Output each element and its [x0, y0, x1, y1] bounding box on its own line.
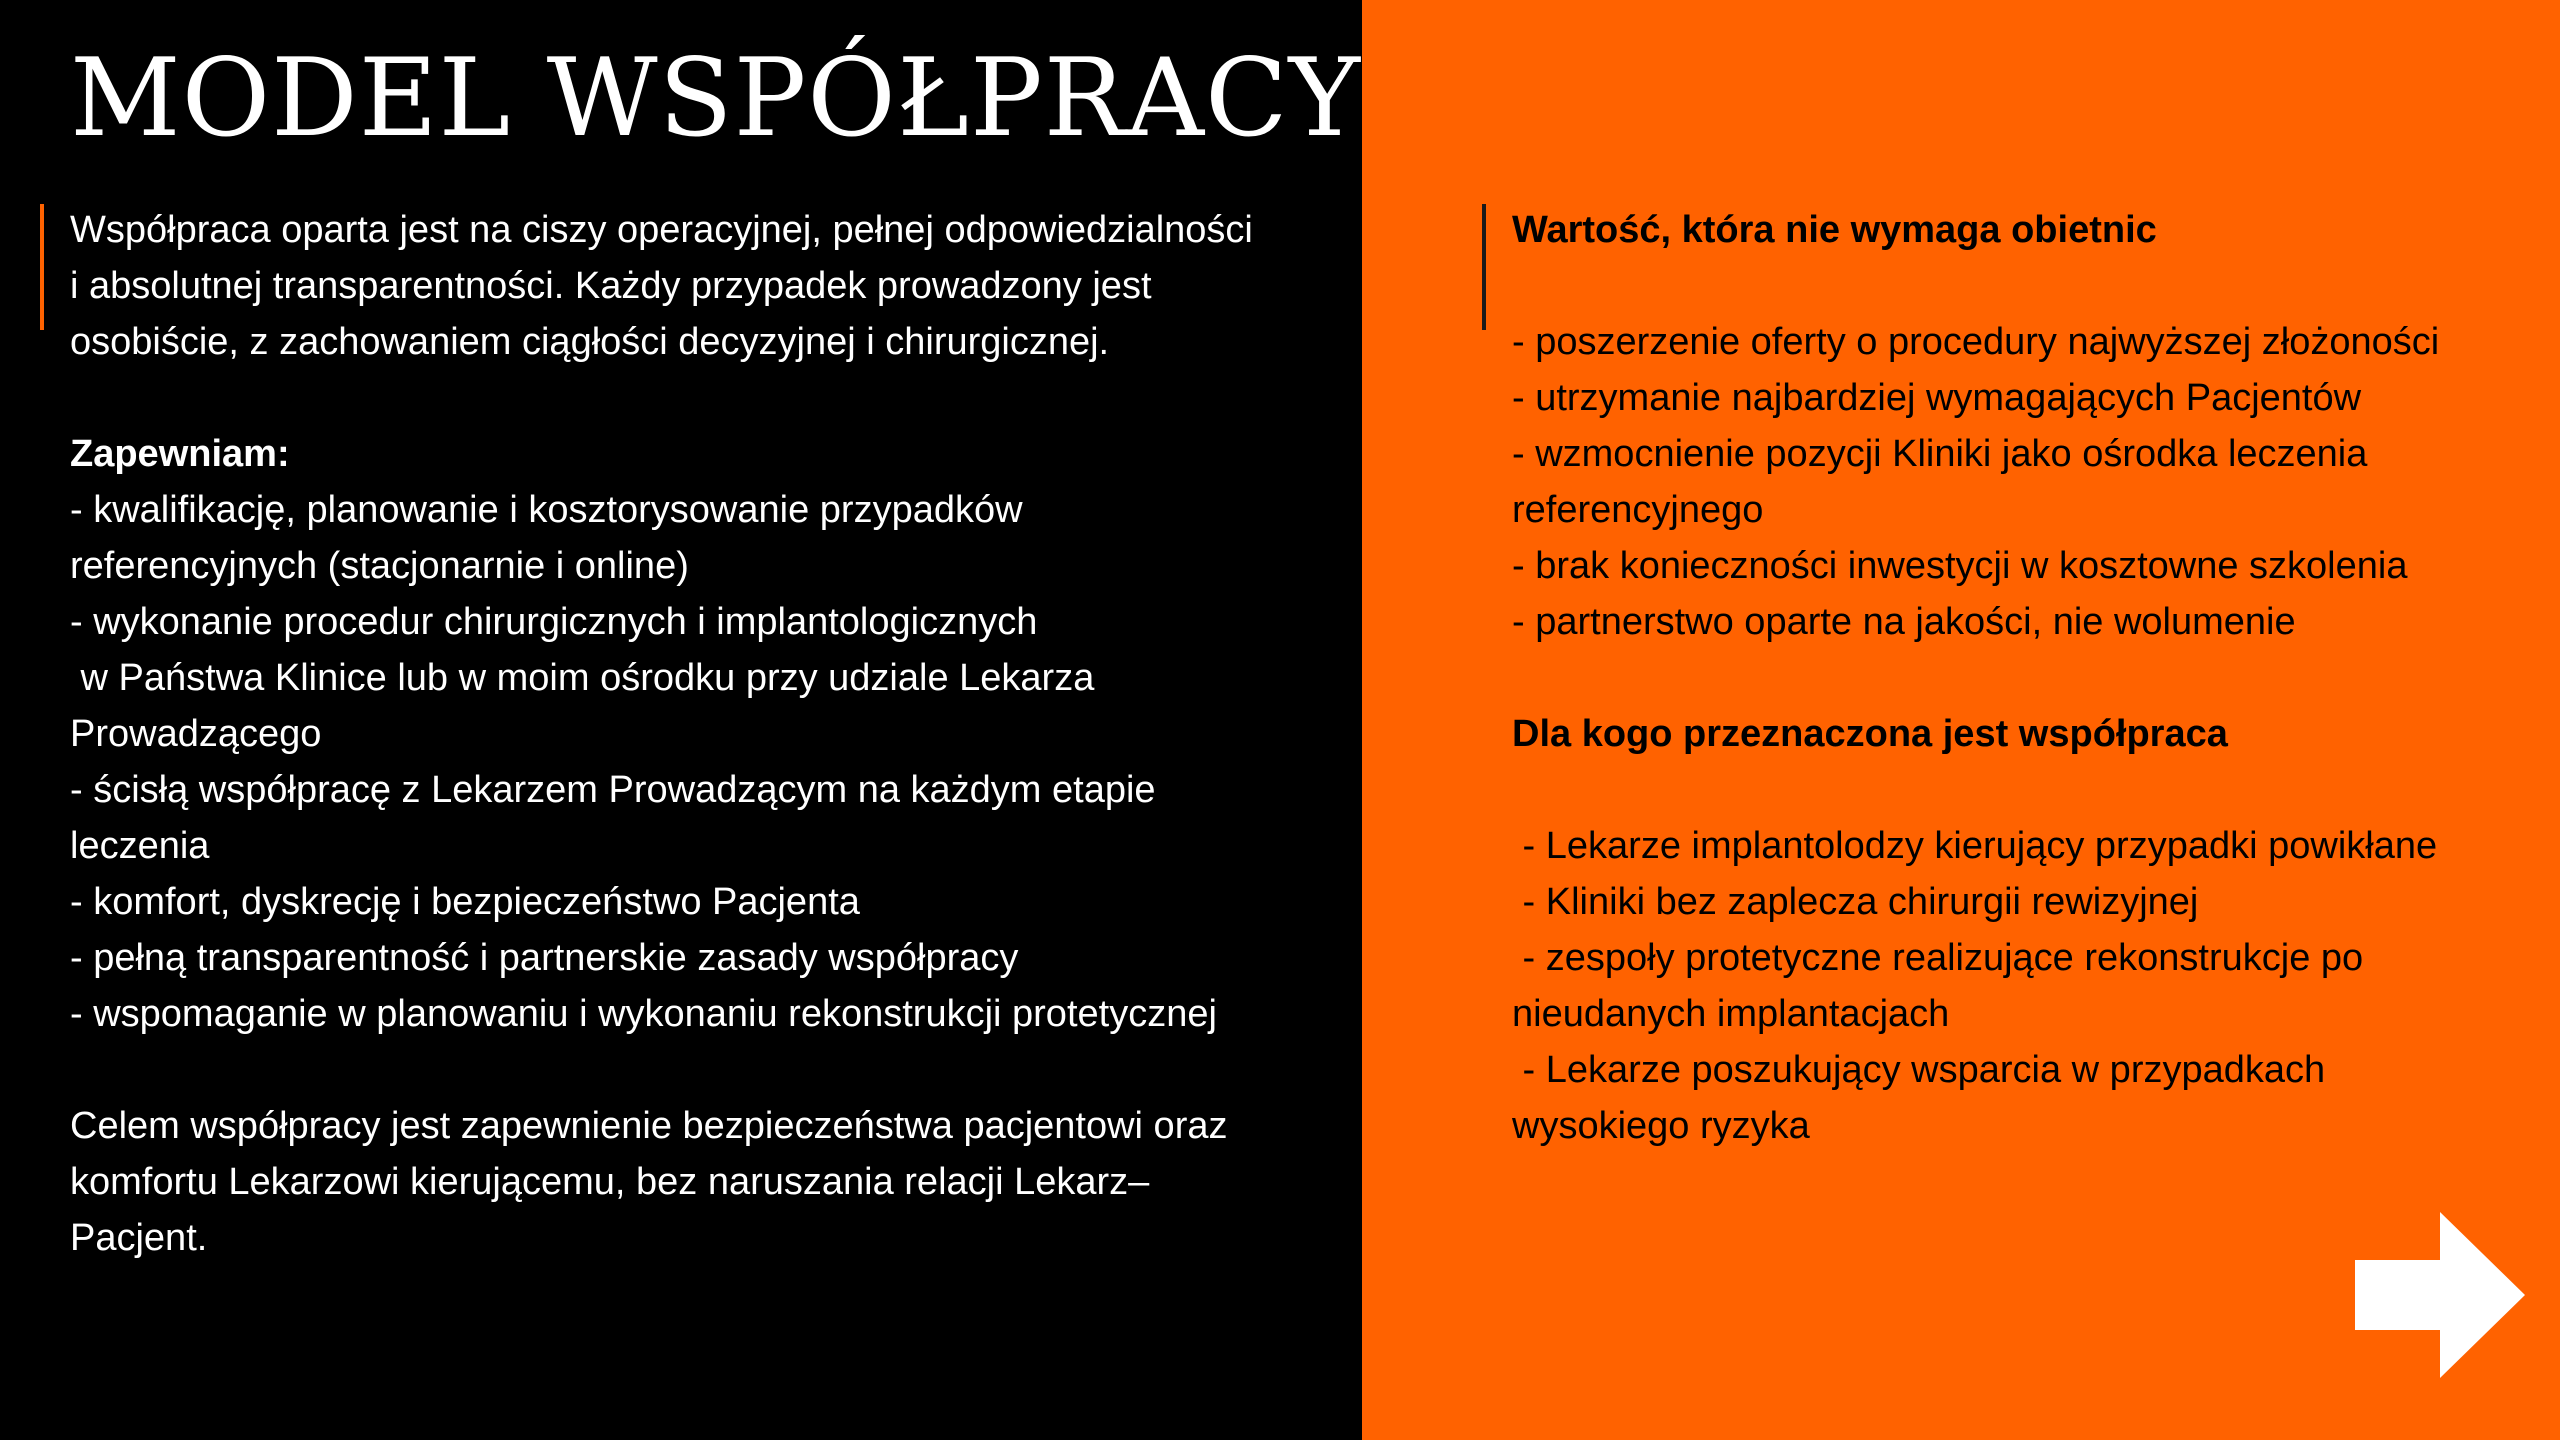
provide-item: referencyjnych (stacjonarnie i online) — [70, 545, 689, 587]
left-text-block — [70, 202, 1360, 1266]
intro-line: osobiście, z zachowaniem ciągłości decyzyjnej i chirurgicznej. — [70, 321, 1110, 363]
closing-line: Celem współpracy jest zapewnienie bezpieczeństwa pacjentowi oraz — [70, 1105, 1228, 1147]
audience-item: wysokiego ryzyka — [1512, 1105, 1810, 1147]
next-slide-button[interactable] — [2355, 1212, 2525, 1378]
value-item: - brak konieczności inwestycji w kosztowne szkolenia — [1512, 545, 2408, 587]
provide-item: Prowadzącego — [70, 713, 322, 755]
closing-line: Pacjent. — [70, 1217, 208, 1259]
provide-item: leczenia — [70, 825, 210, 867]
audience-item: - zespoły protetyczne realizujące rekonstrukcje po — [1512, 937, 2364, 979]
intro-line: Współpraca oparta jest na ciszy operacyjnej, pełnej odpowiedzialności — [70, 209, 1253, 251]
right-text-block — [1512, 202, 2552, 1154]
audience-item: - Lekarze implantolodzy kierujący przypadki powikłane — [1512, 825, 2438, 867]
audience-heading: Dla kogo przeznaczona jest współpraca — [1512, 713, 2228, 755]
value-heading: Wartość, która nie wymaga obietnic — [1512, 209, 2157, 251]
intro-line: i absolutnej transparentności. Każdy przypadek prowadzony jest — [70, 265, 1152, 307]
arrow-right-icon — [2355, 1212, 2525, 1378]
provide-item: - wspomaganie w planowaniu i wykonaniu rekonstrukcji protetycznej — [70, 993, 1217, 1035]
closing-line: komfortu Lekarzowi kierującemu, bez naruszania relacji Lekarz– — [70, 1161, 1150, 1203]
audience-item: - Lekarze poszukujący wsparcia w przypadkach — [1512, 1049, 2326, 1091]
provide-heading: Zapewniam: — [70, 433, 290, 475]
value-item: - wzmocnienie pozycji Kliniki jako ośrodka leczenia — [1512, 433, 2368, 475]
value-item: - partnerstwo oparte na jakości, nie wolumenie — [1512, 601, 2296, 643]
provide-item: - pełną transparentność i partnerskie zasady współpracy — [70, 937, 1019, 979]
audience-item: - Kliniki bez zaplecza chirurgii rewizyjnej — [1512, 881, 2199, 923]
provide-item: - wykonanie procedur chirurgicznych i implantologicznych — [70, 601, 1038, 643]
page-title: MODEL WSPÓŁPRACY — [70, 36, 1361, 161]
audience-item: nieudanych implantacjach — [1512, 993, 1950, 1035]
provide-item: - ścisłą współpracę z Lekarzem Prowadzącym na każdym etapie — [70, 769, 1156, 811]
value-item: referencyjnego — [1512, 489, 1764, 531]
provide-item: - komfort, dyskrecję i bezpieczeństwo Pacjenta — [70, 881, 860, 923]
provide-item: w Państwa Klinice lub w moim ośrodku przy udziale Lekarza — [70, 657, 1095, 699]
value-item: - poszerzenie oferty o procedury najwyższej złożoności — [1512, 321, 2440, 363]
value-item: - utrzymanie najbardziej wymagających Pacjentów — [1512, 377, 2362, 419]
provide-item: - kwalifikację, planowanie i kosztorysowanie przypadków — [70, 489, 1023, 531]
accent-bar-left — [40, 204, 44, 330]
accent-bar-right — [1482, 204, 1486, 330]
